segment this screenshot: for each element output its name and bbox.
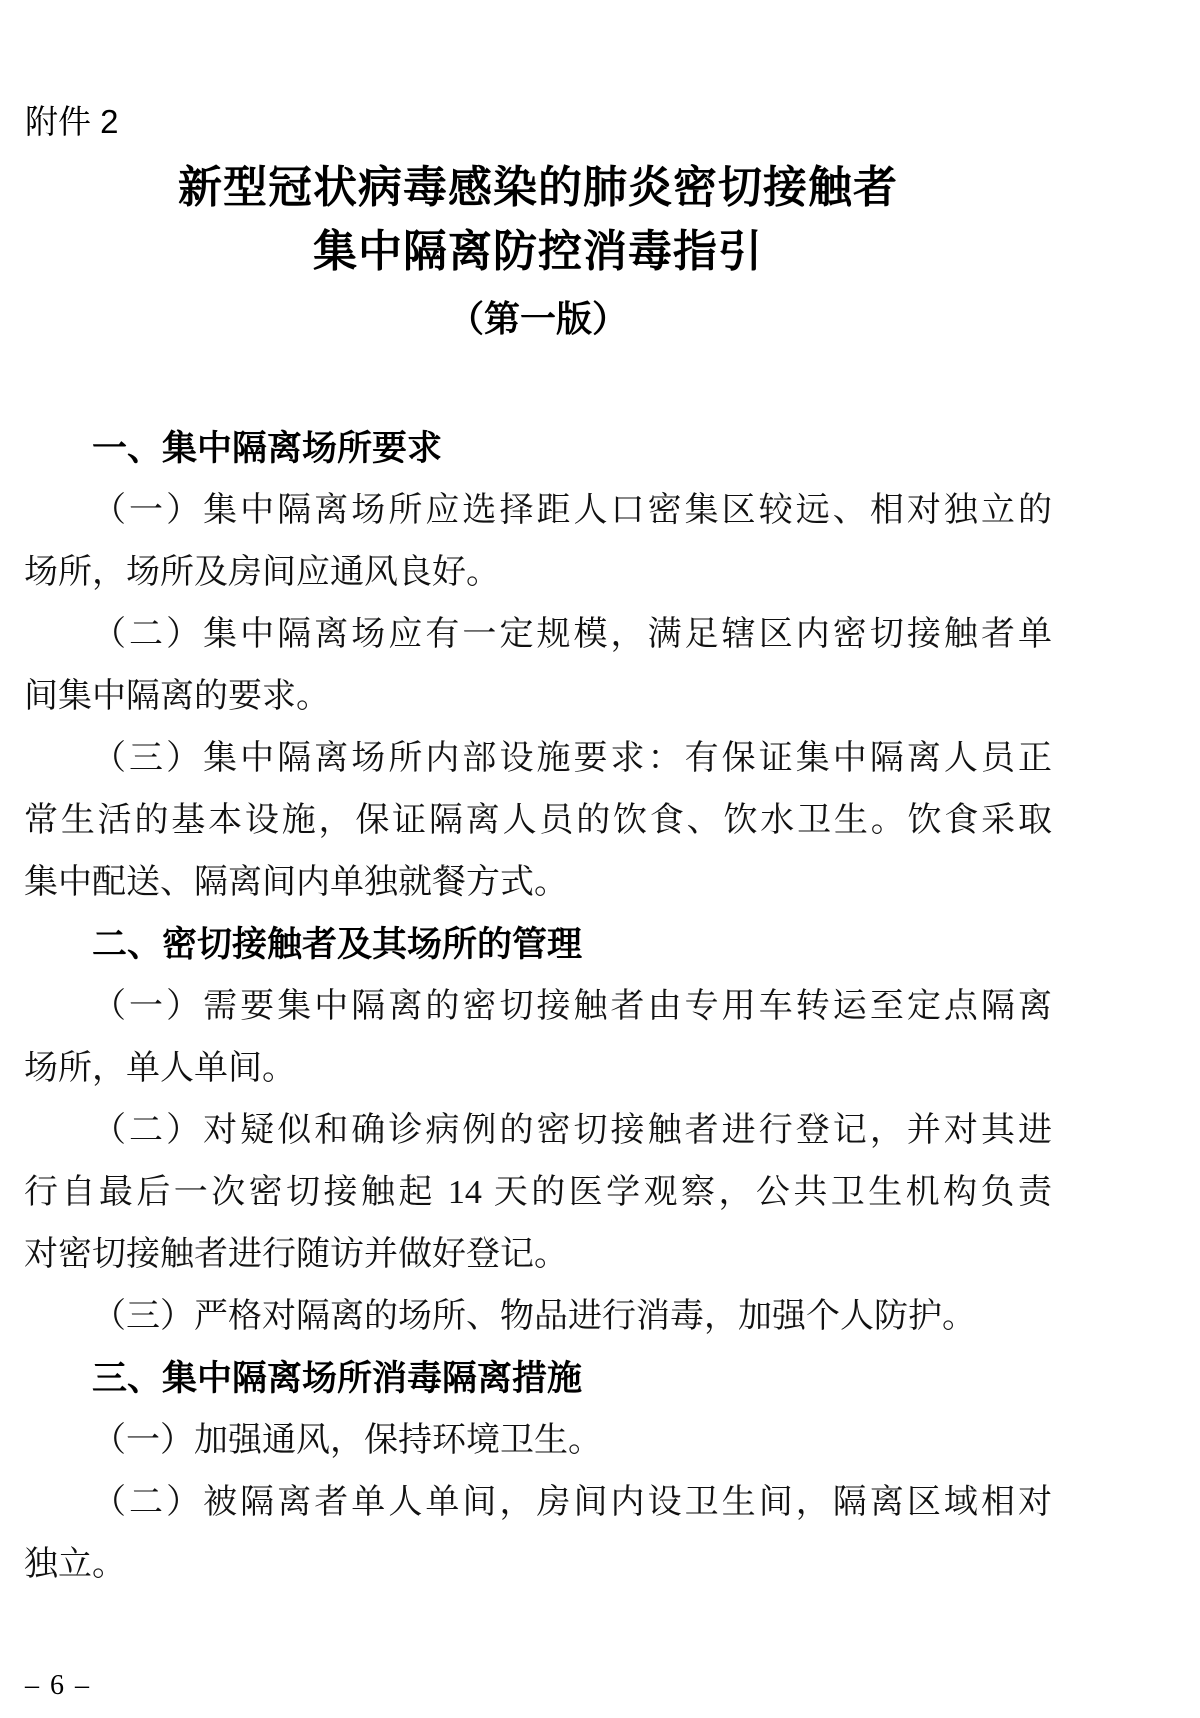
- paragraph-line: （一）需要集中隔离的密切接触者由专用车转运至定点隔离: [92, 988, 1052, 1025]
- paragraph-line: 场所，场所及房间应通风良好。: [24, 554, 500, 591]
- section-heading-1: 一、集中隔离场所要求: [92, 429, 443, 468]
- title-line-1: 新型冠状病毒感染的肺炎密切接触者: [178, 163, 898, 212]
- title-line-2: 集中隔离防控消毒指引: [313, 227, 763, 276]
- paragraph-line: 独立。: [24, 1546, 126, 1583]
- paragraph-line: （三）集中隔离场所内部设施要求：有保证集中隔离人员正: [92, 740, 1052, 777]
- paragraph-line: （二）集中隔离场应有一定规模，满足辖区内密切接触者单: [92, 616, 1052, 653]
- paragraph-line: 对密切接触者进行随访并做好登记。: [24, 1236, 568, 1273]
- paragraph-line: 集中配送、隔离间内单独就餐方式。: [24, 864, 568, 901]
- attachment-label: 附件 2: [25, 103, 119, 140]
- paragraph-line: 间集中隔离的要求。: [24, 678, 330, 715]
- document-body: [24, 418, 1052, 1596]
- document-title: [24, 156, 1052, 342]
- paragraph-line: 场所，单人单间。: [24, 1050, 296, 1087]
- paragraph-line: 行自最后一次密切接触起 14 天的医学观察，公共卫生机构负责: [24, 1174, 1052, 1211]
- section-heading-2: 二、密切接触者及其场所的管理: [92, 925, 583, 964]
- paragraph-line: （三）严格对隔离的场所、物品进行消毒，加强个人防护。: [92, 1298, 976, 1335]
- paragraph-line: （二）对疑似和确诊病例的密切接触者进行登记，并对其进: [92, 1112, 1052, 1149]
- paragraph-line: （一）加强通风，保持环境卫生。: [92, 1422, 602, 1459]
- paragraph-line: （一）集中隔离场所应选择距人口密集区较远、相对独立的: [92, 492, 1052, 529]
- edition-label: （第一版）: [447, 299, 628, 339]
- paragraph-line: 常生活的基本设施，保证隔离人员的饮食、饮水卫生。饮食采取: [24, 802, 1052, 839]
- page-number: – 6 –: [25, 1670, 91, 1701]
- paragraph-line: （二）被隔离者单人单间，房间内设卫生间，隔离区域相对: [92, 1484, 1052, 1521]
- section-heading-3: 三、集中隔离场所消毒隔离措施: [92, 1359, 583, 1398]
